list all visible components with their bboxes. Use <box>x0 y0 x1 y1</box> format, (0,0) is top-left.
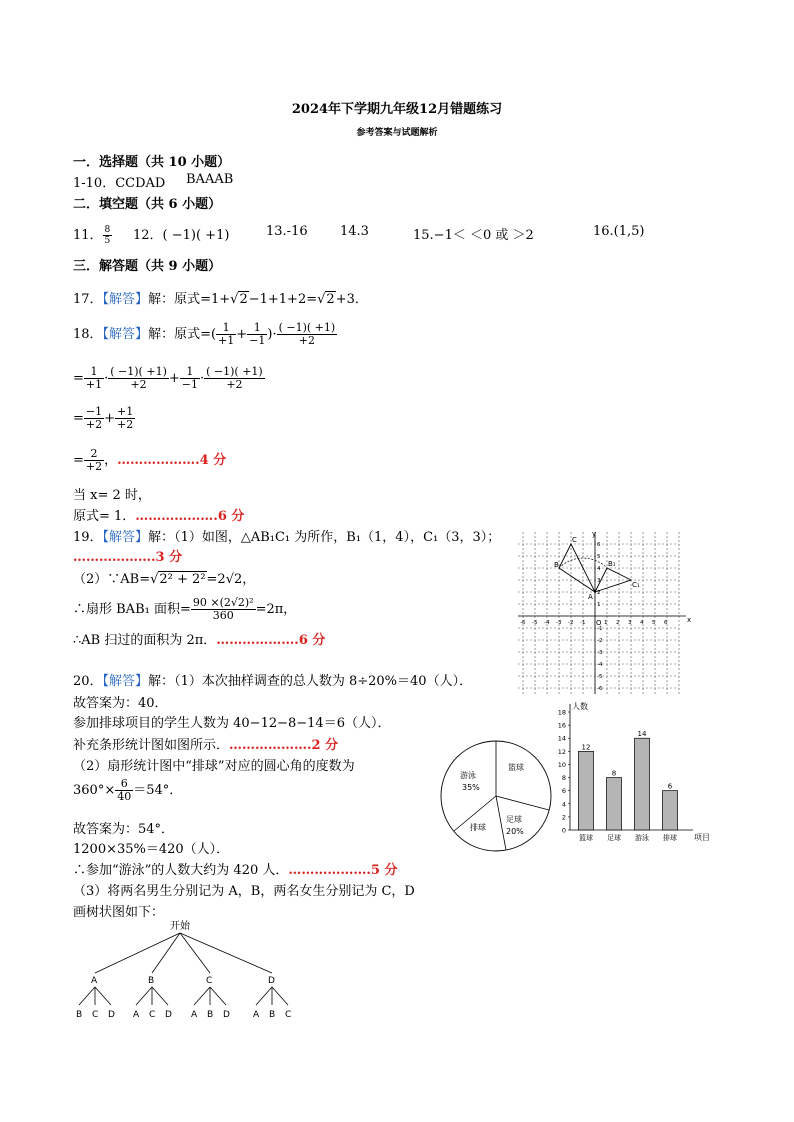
q18-f1-den: +1 <box>218 334 235 347</box>
bar-category-label: 排球 <box>663 834 677 842</box>
q16: 16.(1,5) <box>593 224 645 239</box>
q18-l2-f3 <box>180 366 200 391</box>
q19-l3-num: 90 ×(2√2)² <box>192 596 254 609</box>
q18-num: 18． <box>73 327 103 342</box>
q18-line1 <box>73 322 337 347</box>
q13: 13.-16 <box>266 224 308 239</box>
bar-y-tick-label: 14 <box>557 734 566 743</box>
q19-l2-pre: （2）∵AB= <box>73 572 151 587</box>
bar-chart <box>548 700 718 848</box>
bar-value-label: 8 <box>611 769 617 778</box>
q18-l3-f2-den: +2 <box>117 418 134 431</box>
coordinate-grid <box>514 530 694 696</box>
page-title: 2024年下学期九年级12月错题练习 <box>291 102 503 117</box>
y-tick-label: 4 <box>597 566 601 572</box>
tree-leaf-label: A <box>133 1010 140 1020</box>
y-tick-label: 2 <box>597 590 601 596</box>
bar-value-label: 12 <box>581 743 591 752</box>
origin-label: O <box>596 619 602 627</box>
q12: 12．( −1)( +1) <box>133 228 230 243</box>
q18-l2-f1-num: 1 <box>84 366 104 379</box>
q18-f1-num: 1 <box>216 322 236 335</box>
q18-l2-plus: + <box>168 371 180 386</box>
q20-l1-text: 解：（1）本次抽样调查的总人数为 8÷20%＝40（人）． <box>148 674 473 689</box>
q18-line3 <box>73 406 135 431</box>
q20-l6-pre: 360°× <box>73 783 116 798</box>
q18-dots-6: ………………. <box>135 509 218 524</box>
q20-l9-text: ∴参加“游泳”的人数大约为 420 人． <box>73 863 289 878</box>
q18-l3-f1 <box>84 406 104 431</box>
q11-num: 8 <box>104 225 111 235</box>
q20-l6-frac <box>115 778 133 803</box>
bar-value-label: 14 <box>637 730 647 739</box>
q20-l6-post: ＝54°． <box>133 783 183 798</box>
bar-0 <box>579 751 594 830</box>
bar-3 <box>663 791 678 830</box>
bar-category-label: 足球 <box>607 834 621 842</box>
section-fill-heading: 二．填空题（共 6 小题） <box>73 197 222 212</box>
q18-l4-eq: = <box>73 453 84 468</box>
q18-f3-num: ( −1)( +1) <box>278 321 336 334</box>
q18-l2-f3-den: −1 <box>181 378 198 391</box>
bar-y-tick-label: 4 <box>561 800 566 809</box>
x-tick-label: -5 <box>532 620 538 626</box>
q18-l4-f <box>84 448 104 473</box>
q20-num: 20． <box>73 674 103 689</box>
q20-l6-num: 6 <box>115 778 133 791</box>
tree-leaf-label: C <box>285 1010 292 1020</box>
q18-f3 <box>277 322 338 347</box>
choice-answers-b: BAAAB <box>186 172 234 187</box>
bar-1 <box>607 778 622 830</box>
point-b1-label: B₁ <box>608 560 616 568</box>
q17-r1: 2 <box>239 292 248 307</box>
q18-dot: )· <box>267 327 277 342</box>
pie-label-basket: 篮球 <box>508 763 524 772</box>
x-tick-label: 4 <box>640 620 644 626</box>
q20-line3: 参加排球项目的学生人数为 40−12−8−14＝6（人）． <box>73 716 391 731</box>
x-tick-label: -3 <box>556 620 562 626</box>
x-tick-label: -1 <box>580 620 586 626</box>
tree-leaf-label: B <box>76 1010 83 1020</box>
tree-leaf-label: B <box>207 1010 214 1020</box>
q18-l3-f2 <box>115 406 135 431</box>
q20-line9 <box>73 859 397 878</box>
tree-leaf-label: D <box>165 1010 172 1020</box>
q18-score-4: 4 分 <box>199 453 227 468</box>
bar-y-tick-label: 18 <box>557 708 566 717</box>
y-tick-label: 3 <box>597 578 601 584</box>
q19-l2-rad: 2² + 2² <box>159 572 206 587</box>
q19-dots-3: ………………. <box>73 550 156 565</box>
pie-label-swim-pct: 35% <box>462 783 480 792</box>
q17-p3: +3． <box>335 292 368 307</box>
point-b-label: B <box>554 561 559 569</box>
q20-line11: 画树状图如下： <box>73 905 165 920</box>
q17-p1: =1+ <box>200 292 231 307</box>
q20-line1 <box>73 670 472 689</box>
x-tick-label: -2 <box>568 620 574 626</box>
tree-edge <box>256 987 272 1005</box>
tree-edge <box>95 933 180 973</box>
tree-branch-label: D <box>268 976 275 986</box>
q11-den: 5 <box>104 236 111 246</box>
q15: 15.−1＜ ＜0 或 ＞2 <box>413 228 534 243</box>
q19-l4-text: ∴AB 扫过的面积为 2π． <box>73 633 217 648</box>
tree-leaf-label: A <box>253 1010 260 1020</box>
point-a-label: A <box>588 593 593 601</box>
q18-l2-f2-den: +2 <box>130 378 147 391</box>
q18-plus: + <box>236 327 248 342</box>
q20-score-2: 2 分 <box>311 738 339 753</box>
q18-l2-f1-den: +1 <box>85 378 103 391</box>
tree-leaf-label: B <box>269 1010 276 1020</box>
tree-edge <box>180 933 210 973</box>
q18-l2-f2-num: ( −1)( +1) <box>110 365 167 378</box>
page-subtitle: 参考答案与试题解析 <box>356 128 438 138</box>
q14: 14.3 <box>340 224 369 239</box>
q18-l3-f1-den: +2 <box>85 418 103 431</box>
q18-l2-f2 <box>108 366 169 391</box>
q17-tag: 【解答】 <box>102 292 149 307</box>
tree-root-label: 开始 <box>170 921 190 932</box>
q17-pre: 解：原式 <box>148 292 201 307</box>
y-tick-label: -1 <box>597 626 603 632</box>
q18-result-text: 原式= 1． <box>73 509 136 524</box>
q19-score-3: 3 分 <box>155 550 183 565</box>
q18-result <box>73 505 244 524</box>
bar-category-label: 篮球 <box>579 834 593 842</box>
q20-score-5: 5 分 <box>370 863 398 878</box>
tree-branch-label: A <box>91 976 98 986</box>
bar-y-tick-label: 0 <box>561 826 566 835</box>
bar-y-tick-label: 2 <box>561 813 566 822</box>
y-tick-label: 6 <box>597 542 601 548</box>
q18-line4 <box>73 448 226 473</box>
q17: 17．【解答】解：原式=1+√2−1+1+2=√2+3． <box>73 292 368 307</box>
q19-line4 <box>73 629 325 648</box>
q20-line6 <box>73 778 182 803</box>
q18-f1 <box>216 322 236 347</box>
bar-y-tick-label: 10 <box>557 760 566 769</box>
section-choice-heading: 一．选择题（共 10 小题） <box>73 155 231 170</box>
q19-dots-6: ………………. <box>216 633 299 648</box>
bar-y-tick-label: 12 <box>557 747 566 756</box>
q18-dots-4: ………………. <box>117 453 200 468</box>
x-tick-label: -6 <box>520 620 526 626</box>
q18-l3-f2-num: +1 <box>117 405 134 418</box>
y-tick-label: 1 <box>597 602 601 608</box>
q18-l3-f1-num: −1 <box>85 405 103 418</box>
tree-edge <box>95 987 111 1005</box>
q19-line1-text: 解：（1）如图，△AB₁C₁ 为所作，B₁（1，4），C₁（3，3）； <box>148 530 501 545</box>
q20-line5: （2）扇形统计图中“排球”对应的圆心角的度数为 <box>73 759 355 774</box>
bar-x-title: 项目 <box>694 833 710 842</box>
pie-label-volley: 排球 <box>470 823 486 832</box>
tree-leaf-label: C <box>92 1010 99 1020</box>
bar-2 <box>635 738 650 830</box>
q19-line3 <box>73 597 296 622</box>
pie-label-swim: 游泳 <box>460 771 476 780</box>
q11-label: 11． <box>73 228 103 243</box>
q18-f2 <box>247 322 267 347</box>
choice-answers-a: 1-10．CCDAD <box>73 176 166 191</box>
y-tick-label: -6 <box>597 686 603 692</box>
q18-when: 当 x= 2 时， <box>73 488 151 503</box>
tree-branch-label: B <box>148 976 155 986</box>
tree-leaf-label: D <box>108 1010 115 1020</box>
q18-pre: 解：原式=( <box>148 327 217 342</box>
tree-edge <box>152 987 168 1005</box>
q20-line7: 故答案为：54°． <box>73 822 175 837</box>
section-answer-heading: 三．解答题（共 9 小题） <box>73 259 222 274</box>
point-c-label: C <box>572 536 577 544</box>
q19-l3-pre: ∴扇形 BAB₁ 面积= <box>73 602 191 617</box>
q18-l4-f-num: 2 <box>84 448 104 461</box>
q20-tag: 【解答】 <box>102 674 149 689</box>
x-axis-label: x <box>687 616 692 624</box>
q19-l3-frac <box>191 597 256 622</box>
q19-line1 <box>73 526 500 545</box>
y-tick-label: -4 <box>597 662 603 668</box>
x-tick-label: 3 <box>628 620 632 626</box>
tree-branch-label: C <box>206 976 213 986</box>
q19-l2-post: =2√2， <box>206 572 256 587</box>
q19-l3-den: 360 <box>212 609 234 622</box>
pie-label-foot: 足球 <box>506 815 522 824</box>
x-tick-label: 1 <box>604 620 608 626</box>
tree-edge <box>136 987 152 1005</box>
q19-l3-post: =2π， <box>255 602 297 617</box>
q18-f2-num: 1 <box>247 322 267 335</box>
x-tick-label: 2 <box>616 620 620 626</box>
q19-score-6: 6 分 <box>298 633 326 648</box>
tree-edge <box>272 987 288 1005</box>
tree-edge <box>194 987 210 1005</box>
q19-line2: （2）∵AB=√2² + 2²=2√2， <box>73 572 256 587</box>
triangle-abc <box>559 544 595 592</box>
pie-chart <box>438 738 554 854</box>
x-tick-label: 6 <box>664 620 668 626</box>
q18-tag: 【解答】 <box>102 327 149 342</box>
tree-edge <box>180 933 272 973</box>
q17-r2: 2 <box>326 292 335 307</box>
bar-category-label: 游泳 <box>635 834 649 842</box>
tree-leaf-label: A <box>191 1010 198 1020</box>
q18-l3-plus: + <box>104 411 116 426</box>
q18-l3-eq: = <box>73 411 84 426</box>
point-c1-label: C₁ <box>632 581 640 589</box>
q11 <box>73 224 112 246</box>
q18-score-6: 6 分 <box>217 509 245 524</box>
q17-p2: −1+1+2= <box>248 292 318 307</box>
q20-l6-den: 40 <box>117 790 132 803</box>
tree-leaf-label: D <box>223 1010 230 1020</box>
y-tick-label: -2 <box>597 638 603 644</box>
bar-y-tick-label: 6 <box>561 787 566 796</box>
q18-l4-tail: ， <box>104 453 118 468</box>
q18-f2-den: −1 <box>249 334 266 347</box>
tree-leaf-label: C <box>149 1010 156 1020</box>
x-tick-label: 5 <box>652 620 656 626</box>
q18-l2-f3-num: 1 <box>180 366 200 379</box>
tree-edge <box>79 987 95 1005</box>
q11-fraction <box>103 225 113 246</box>
y-axis-label: y <box>592 530 597 538</box>
q20-line2: 故答案为：40． <box>73 696 168 711</box>
q20-line4 <box>73 734 338 753</box>
q18-l2-f4 <box>204 366 265 391</box>
q18-line2: = $\frac{1}{+1}$ · $\frac{( -1)( +1)}{+2}$ + $\frac{1}{-1}$ · $\frac{( -1)( +1)}{+2}$ <box>73 365 263 391</box>
q20-dots-5: ………………. <box>288 863 371 878</box>
pie-label-foot-pct: 20% <box>506 827 524 836</box>
q20-dots-2: ………………. <box>229 738 312 753</box>
q18-l2-f4-den: +2 <box>226 378 243 391</box>
q19-score3 <box>73 546 182 565</box>
q18-l2-eq: = <box>73 371 84 386</box>
y-tick-label: -5 <box>597 674 603 680</box>
tree-diagram <box>60 915 320 1025</box>
q20-line10: （3）将两名男生分别记为 A，B，两名女生分别记为 C，D <box>73 884 415 899</box>
q19-tag: 【解答】 <box>102 530 149 545</box>
q20-line8: 1200×35%＝420（人）． <box>73 842 230 857</box>
bar-y-tick-label: 8 <box>561 774 566 783</box>
q19-num: 19． <box>73 530 103 545</box>
q18-l4-f-den: +2 <box>85 460 103 473</box>
q17-num: 17． <box>73 292 103 307</box>
q18-l2-f4-num: ( −1)( +1) <box>206 365 263 378</box>
y-tick-label: 5 <box>597 554 601 560</box>
bar-y-title: 人数 <box>572 702 588 711</box>
q18-f3-den: +2 <box>298 334 315 347</box>
bar-y-tick-label: 16 <box>557 721 566 730</box>
q18-l2-f1 <box>84 366 104 391</box>
bar-value-label: 6 <box>667 782 673 791</box>
q20-l4-text: 补充条形统计图如图所示． <box>73 738 230 753</box>
tree-edge <box>210 987 226 1005</box>
y-tick-label: -3 <box>597 650 603 656</box>
x-tick-label: -4 <box>544 620 550 626</box>
tree-edge <box>152 933 180 973</box>
